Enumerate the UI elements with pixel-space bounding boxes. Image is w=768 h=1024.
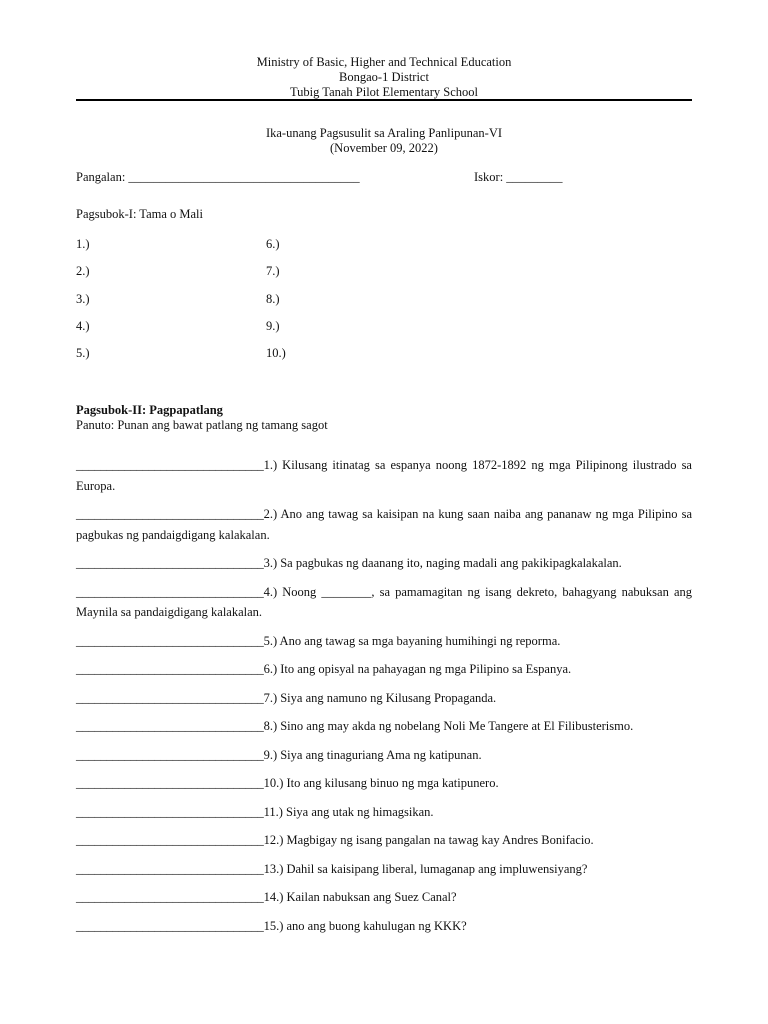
answer-blank: _______________________________	[76, 458, 264, 472]
answer-blank: _______________________________	[76, 918, 264, 933]
answer-number: 7.)	[266, 264, 280, 279]
exam-title-block	[76, 126, 692, 156]
name-field: Pangalan: _____________________________________	[76, 170, 360, 184]
answer-number: 10.)	[266, 346, 286, 361]
answer-number: 3.)	[76, 291, 90, 306]
score-field: Iskor: _________	[474, 170, 563, 184]
answer-row	[76, 319, 692, 346]
question-item	[76, 504, 692, 545]
question-item	[76, 582, 692, 623]
answer-blank: _______________________________	[76, 890, 264, 904]
exam-date: (November 09, 2022)	[330, 141, 438, 155]
question-text: 3.) Sa pagbukas ng daanang ito, naging madali ang pakikipagkalakalan.	[263, 556, 622, 570]
question-text: 1.) Kilusang itinatag sa espanya noong 1872-1892 ng mga Pilipinong ilustrado sa Europa.	[76, 458, 692, 493]
school-line: Tubig Tanah Pilot Elementary School	[289, 85, 478, 99]
school-header	[76, 55, 692, 100]
answer-number: 1.)	[76, 237, 90, 251]
answer-number: 6.)	[266, 237, 280, 251]
answer-number: 8.)	[266, 291, 280, 306]
answer-number: 9.)	[266, 318, 280, 333]
answer-blank: _______________________________	[76, 861, 264, 876]
section2-instruction: Panuto: Punan ang bawat patlang ng tamang sagot	[76, 418, 328, 432]
section1-heading: Pagsubok-I: Tama o Mali	[76, 207, 204, 221]
answer-blank: _______________________________	[76, 507, 264, 521]
answer-blank: _______________________________	[76, 556, 264, 570]
question-item	[76, 773, 692, 794]
fill-in-items	[76, 455, 692, 944]
question-item	[76, 688, 692, 709]
answer-number: 5.)	[76, 346, 90, 361]
question-text: 4.) Noong ________, sa pamamagitan ng isang dekreto, bahagyang nabuksan ang Maynila sa pandaigdigang kalakalan.	[76, 584, 692, 619]
ministry-line: Ministry of Basic, Higher and Technical Education	[256, 55, 512, 69]
exam-title: Ika-unang Pagsusulit sa Araling Panlipunan-VI	[265, 126, 503, 140]
question-text: 7.) Siya ang namuno ng Kilusang Propaganda.	[263, 690, 497, 705]
answer-blank: _______________________________	[76, 719, 264, 733]
question-text: 12.) Magbigay ng isang pangalan na tawag kay Andres Bonifacio.	[263, 833, 594, 847]
question-text: 9.) Siya ang tinaguriang Ama ng katipunan.	[263, 747, 482, 762]
answer-row	[76, 264, 692, 291]
question-item	[76, 659, 692, 680]
question-item	[76, 745, 692, 766]
question-text: 13.) Dahil sa kaisipang liberal, lumaganap ang impluwensiyang?	[263, 861, 588, 876]
question-item	[76, 716, 692, 737]
answer-blank: _______________________________	[76, 776, 264, 790]
answer-number: 4.)	[76, 318, 90, 333]
exam-page	[76, 0, 692, 1024]
answer-row	[76, 346, 692, 373]
question-text: 10.) Ito ang kilusang binuo ng mga katipunero.	[263, 776, 499, 790]
question-item	[76, 859, 692, 880]
question-item	[76, 830, 692, 851]
answer-blank: _______________________________	[76, 804, 264, 819]
question-item	[76, 916, 692, 937]
question-item	[76, 553, 692, 574]
question-item	[76, 887, 692, 908]
question-text: 6.) Ito ang opisyal na pahayagan ng mga Pilipino sa Espanya.	[263, 662, 572, 676]
answer-row	[76, 292, 692, 319]
answer-blank: _______________________________	[76, 633, 264, 648]
answer-number: 2.)	[76, 264, 90, 279]
question-text: 15.) ano ang buong kahulugan ng KKK?	[263, 918, 467, 933]
answer-blank: _______________________________	[76, 747, 264, 762]
question-text: 2.) Ano ang tawag sa kaisipan na kung saan naiba ang pananaw ng mga Pilipino sa pagbukas ng pandaigdigang kalakalan.	[76, 507, 692, 542]
question-item	[76, 631, 692, 652]
answer-blank: _______________________________	[76, 584, 264, 599]
answer-blank: _______________________________	[76, 833, 264, 847]
question-item	[76, 802, 692, 823]
question-text: 5.) Ano ang tawag sa mga bayaning humihingi ng reporma.	[263, 633, 561, 648]
question-text: 14.) Kailan nabuksan ang Suez Canal?	[263, 890, 457, 904]
district-line: Bongao-1 District	[339, 70, 429, 84]
student-info-row	[76, 170, 692, 185]
section2-heading: Pagsubok-II: Pagpapatlang	[76, 403, 223, 417]
question-item	[76, 455, 692, 496]
header-divider	[76, 99, 692, 101]
question-text: 8.) Sino ang may akda ng nobelang Noli Me Tangere at El Filibusterismo.	[263, 719, 634, 733]
answer-blank: _______________________________	[76, 690, 264, 705]
answer-blank: _______________________________	[76, 662, 264, 676]
answer-row	[76, 237, 692, 264]
question-text: 11.) Siya ang utak ng himagsikan.	[263, 804, 434, 819]
true-false-answers	[76, 237, 692, 373]
